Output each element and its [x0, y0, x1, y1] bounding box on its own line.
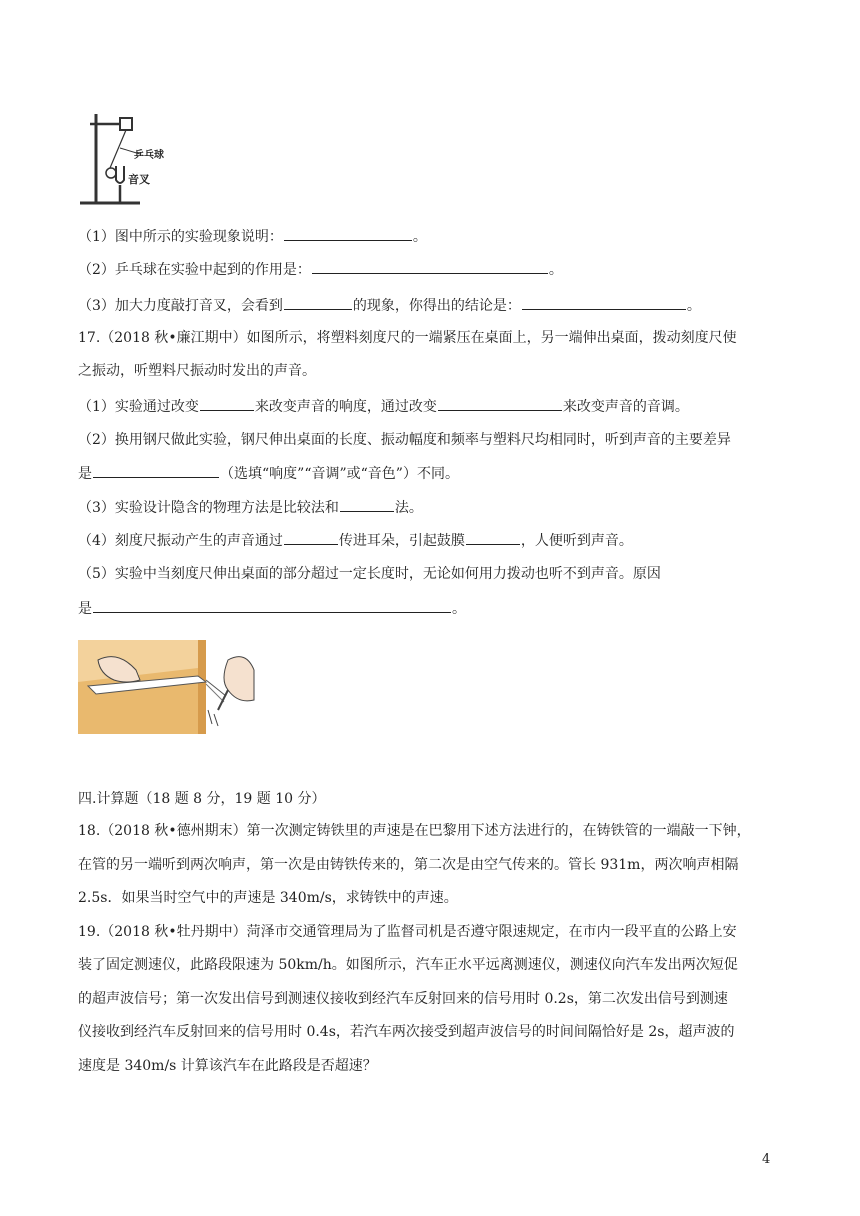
answer-blank[interactable]: [466, 530, 520, 545]
q17-part2-line2: 是 （选填“响度”“音调”或“音色”）不同。: [78, 463, 459, 484]
q16-part1: （1）图中所示的实验现象说明： 。: [78, 226, 427, 247]
answer-blank[interactable]: [312, 259, 548, 274]
answer-blank[interactable]: [284, 530, 338, 545]
answer-blank[interactable]: [93, 463, 219, 478]
answer-blank[interactable]: [522, 295, 686, 310]
q18-line3: 2.5s．如果当时空气中的声速是 340m/s，求铸铁中的声速。: [78, 890, 458, 906]
q16-part2: （2）乒乓球在实验中起到的作用是： 。: [78, 259, 563, 280]
q18-line2: 在管的另一端听到两次响声，第一次是由铸铁传来的，第二次是由空气传来的。管长 931m，两次响声相隔: [78, 857, 739, 873]
ping-pong-ball: [106, 168, 116, 178]
ruler-desk-figure: [78, 640, 258, 734]
answer-blank[interactable]: [284, 226, 412, 241]
section-heading: 四.计算题（18 题 8 分，19 题 10 分）: [78, 791, 326, 807]
q17-part3: （3）实验设计隐含的物理方法是比较法和 法。: [78, 497, 423, 518]
answer-blank[interactable]: [284, 295, 352, 310]
q16-part3: （3）加大力度敲打音叉，会看到 的现象，你得出的结论是： 。: [78, 295, 701, 316]
q17-part5-line1: （5）实验中当刻度尺伸出桌面的部分超过一定长度时，无论如何用力拨动也听不到声音。原因: [78, 566, 661, 582]
q18-line1: 18.（2018 秋•德州期末）第一次测定铸铁里的声速是在巴黎用下述方法进行的，在铸铁管的一端敲一下钟，: [78, 823, 751, 839]
q17-part2-line1: （2）换用钢尺做此实验，钢尺伸出桌面的长度、振动幅度和频率与塑料尺均相同时，听到声音的主要差异: [78, 432, 731, 448]
q19-line3: 的超声波信号；第一次发出信号到测速仪接收到经汽车反射回来的信号用时 0.2s，第二次发出信号到测速: [78, 991, 728, 1007]
ping-pong-label: 乒乓球: [134, 150, 164, 161]
q19-line2: 装了固定测速仪，此路段限速为 50km/h。如图所示，汽车正水平远离测速仪，测速仪向汽车发出两次短促: [78, 957, 738, 973]
q19-line4: 仪接收到经汽车反射回来的信号用时 0.4s，若汽车两次接受到超声波信号的时间间隔恰好是 2s，超声波的: [78, 1024, 735, 1040]
answer-blank[interactable]: [438, 396, 562, 411]
tuning-fork-figure: [78, 108, 188, 208]
q17-stem-line1: 17.（2018 秋•廉江期中）如图所示，将塑料刻度尺的一端紧压在桌面上，另一端伸出桌面，拨动刻度尺使: [78, 330, 737, 346]
q19-line1: 19.（2018 秋•牡丹期中）菏泽市交通管理局为了监督司机是否遵守限速规定，在市内一段平直的公路上安: [78, 924, 737, 940]
page-number: 4: [762, 1152, 771, 1167]
q19-line5: 速度是 340m/s 计算该汽车在此路段是否超速？: [78, 1058, 377, 1074]
answer-blank[interactable]: [93, 598, 451, 613]
answer-blank[interactable]: [340, 497, 394, 512]
q17-part1: （1）实验通过改变 来改变声音的响度，通过改变 来改变声音的音调。: [78, 396, 689, 417]
answer-blank[interactable]: [200, 396, 254, 411]
q17-stem-line2: 之振动，听塑料尺振动时发出的声音。: [78, 363, 316, 379]
q17-part4: （4）刻度尺振动产生的声音通过 传进耳朵，引起鼓膜 ，人便听到声音。: [78, 530, 633, 551]
tuning-fork-label: 音叉: [128, 173, 150, 186]
q17-part5-line2: 是 。: [78, 598, 466, 619]
